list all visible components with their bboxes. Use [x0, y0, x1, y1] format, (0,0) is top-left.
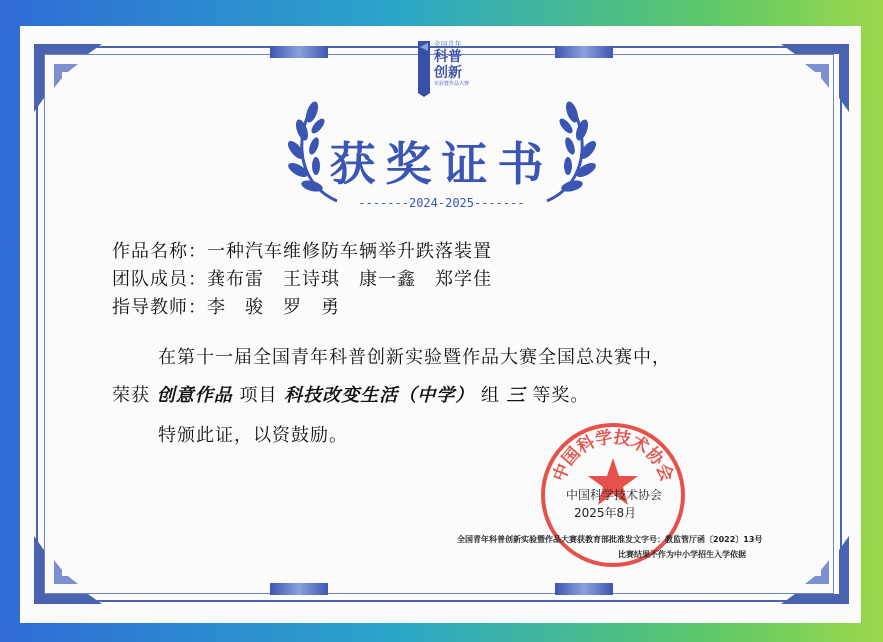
- award-prefix: 荣获: [112, 385, 150, 406]
- field-team-members: [112, 265, 492, 291]
- award-statement-line-2: [112, 381, 589, 407]
- award-group: 科技改变生活（中学）: [284, 385, 475, 406]
- field-work-name: [112, 237, 492, 263]
- logo-text: [434, 42, 469, 87]
- logo-big-text-1: 科普: [434, 49, 462, 65]
- bottom-border-bar-left: [270, 583, 328, 595]
- logo-big-text-2: 创新: [434, 65, 462, 81]
- year-range: -------2024-2025-------: [358, 196, 525, 210]
- bottom-border-bar-right: [555, 583, 613, 595]
- corner-ornament-top-right: [775, 38, 855, 118]
- field-value: 一种汽车维修防车辆举升跌落装置: [207, 241, 492, 262]
- award-category: 创意作品: [156, 385, 233, 406]
- top-border-bar-left: [270, 46, 328, 58]
- field-value: 李 骏 罗 勇: [207, 297, 340, 318]
- award-mid: 项目: [239, 385, 278, 406]
- seal-text: 中国科学技术协会: [549, 427, 677, 485]
- award-rank: 三: [506, 385, 526, 406]
- field-label: 指导教师：: [112, 297, 207, 318]
- certificate-title: 获奖证书: [329, 137, 554, 191]
- award-statement-line-3: 特颁此证，以资鼓励。: [158, 425, 348, 446]
- award-statement-line-1: 在第十一届全国青年科普创新实验暨作品大赛全国总决赛中，: [158, 347, 671, 368]
- issuer-name: 中国科学技术协会: [566, 488, 663, 502]
- top-border-bar-right: [555, 46, 613, 58]
- award-group-word: 组: [480, 385, 500, 406]
- award-suffix: 等奖。: [532, 385, 590, 406]
- disclaimer-note: 比赛结果不作为中小学招生入学依据: [618, 550, 746, 559]
- corner-ornament-bottom-right: [775, 530, 855, 610]
- approval-note: 全国青年科普创新实验暨作品大赛获教育部批准发文字号：教监管厅函〔2022〕13号: [457, 535, 763, 544]
- field-label: 团队成员：: [112, 269, 207, 290]
- logo-bottom-text: 实验暨作品大赛: [434, 81, 470, 87]
- logo-top-text: 全国青年: [434, 41, 463, 48]
- field-label: 作品名称：: [112, 241, 207, 262]
- field-value: 龚布雷 王诗琪 康一鑫 郑学佳: [207, 269, 492, 290]
- issue-date: 2025年8月: [574, 506, 637, 520]
- field-advisors: [112, 293, 340, 319]
- corner-ornament-top-left: [28, 38, 108, 118]
- corner-ornament-bottom-left: [28, 530, 108, 610]
